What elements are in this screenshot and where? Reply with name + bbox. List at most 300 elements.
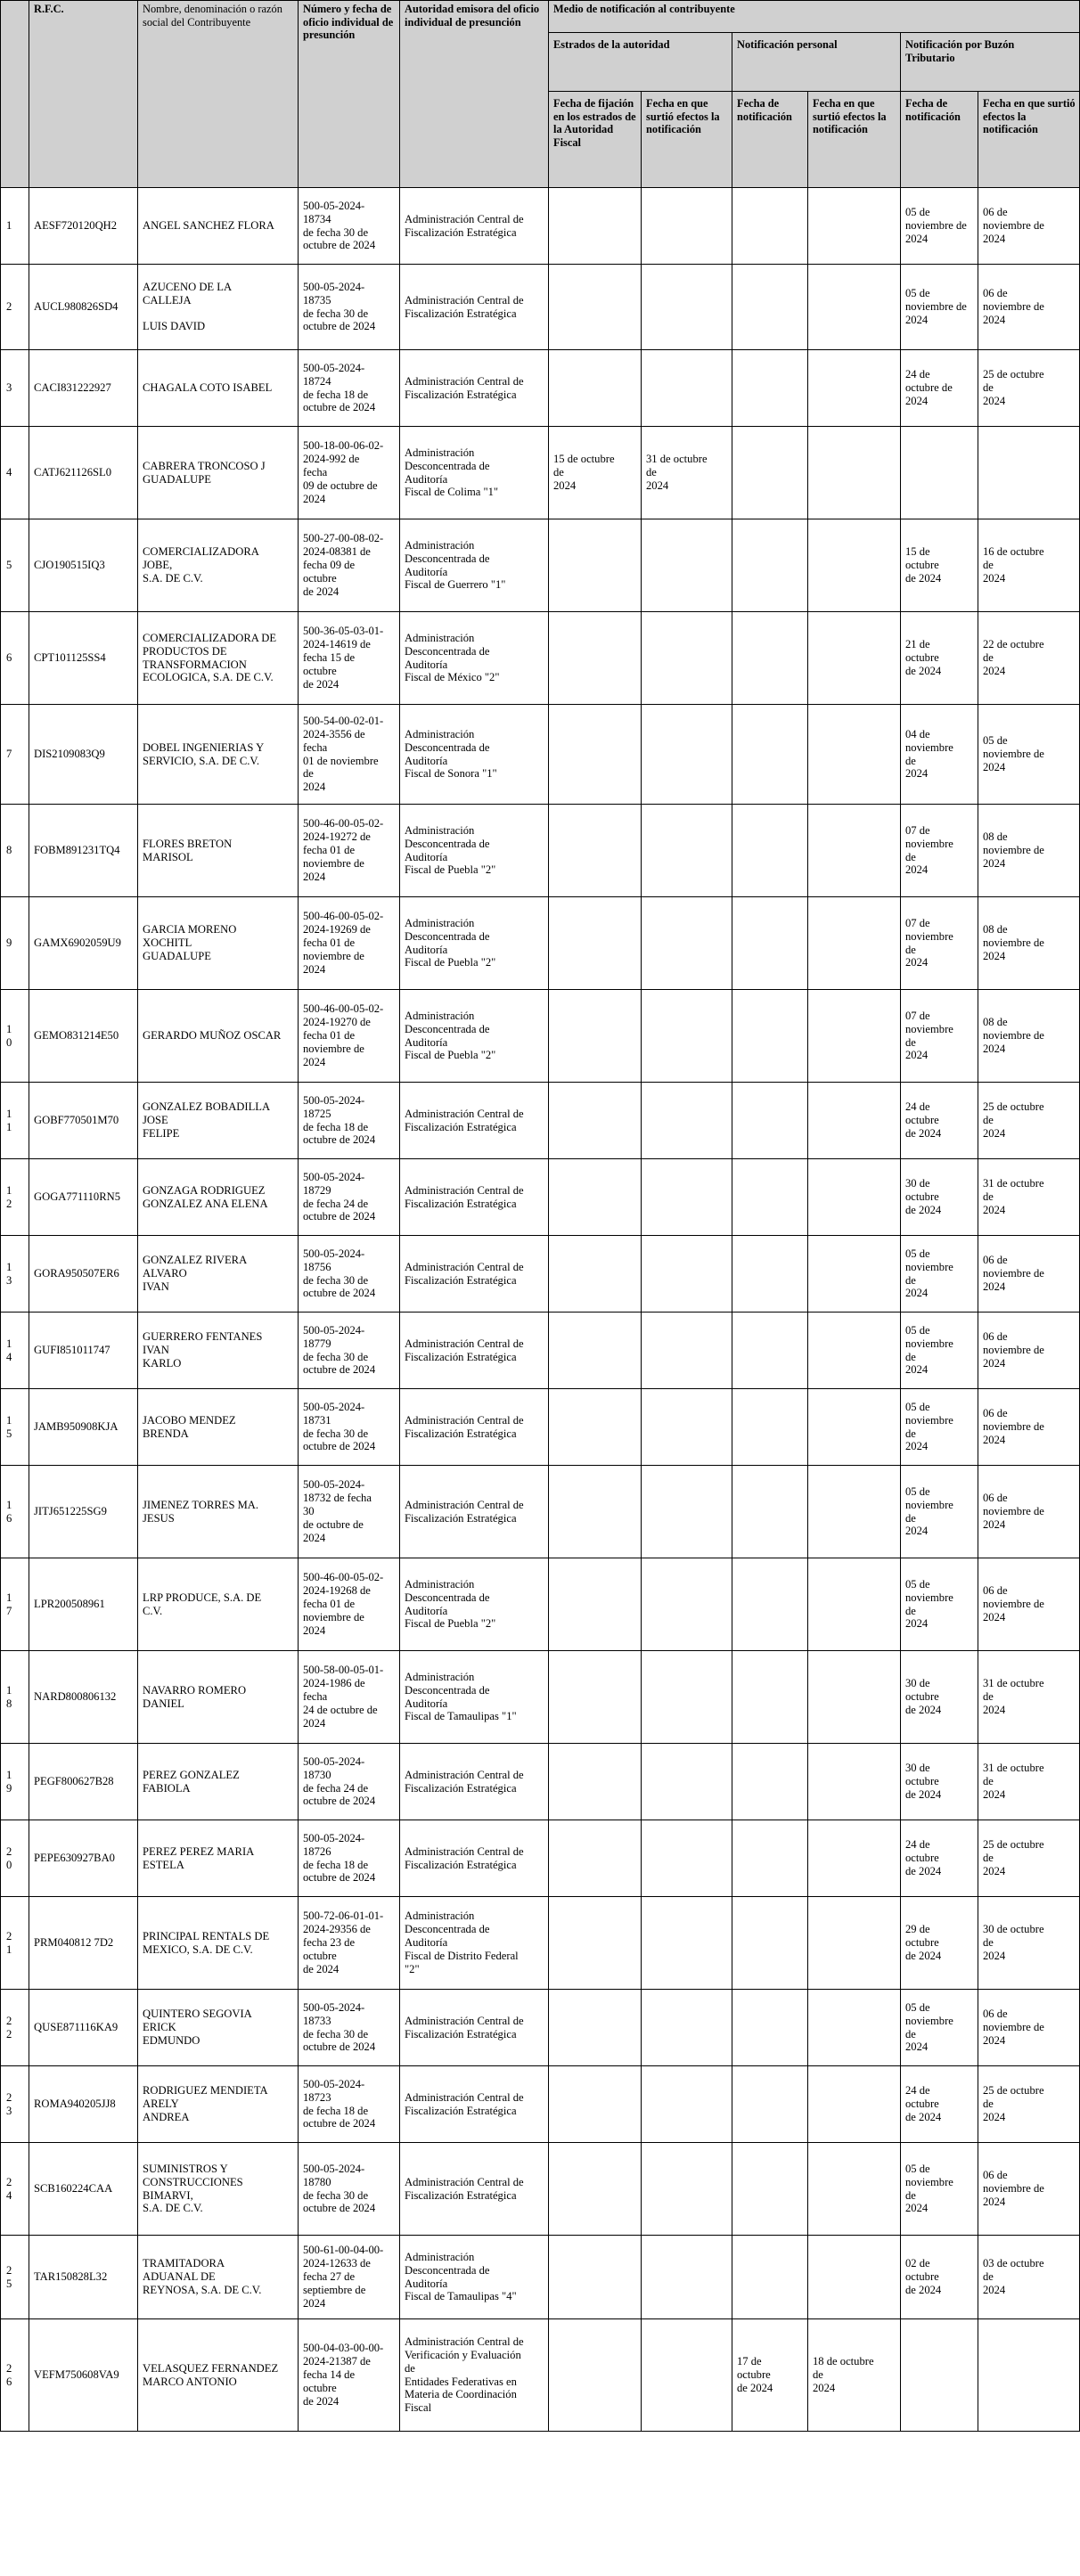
cell-autoridad: Administración Desconcentrada de Auditoría Fiscal de Puebla "2" xyxy=(400,990,549,1083)
cell-personal-fecha-notificacion xyxy=(732,188,808,265)
cell-autoridad: Administración Desconcentrada de Auditoría Fiscal de Tamaulipas "4" xyxy=(400,2236,549,2319)
cell-buzon-fecha-efectos: 06 de noviembre de 2024 xyxy=(978,1558,1080,1651)
cell-rfc: CPT101125SS4 xyxy=(29,612,138,705)
cell-personal-fecha-notificacion xyxy=(732,2066,808,2143)
row-number: 2 4 xyxy=(1,2143,29,2236)
cell-buzon-fecha-notificacion: 05 de noviembre de 2024 xyxy=(901,1466,978,1558)
cell-nombre: COMERCIALIZADORA DE PRODUCTOS DE TRANSFORMACION ECOLOGICA, S.A. DE C.V. xyxy=(138,612,299,705)
cell-buzon-fecha-notificacion: 24 de octubre de 2024 xyxy=(901,1083,978,1159)
cell-personal-fecha-notificacion xyxy=(732,1159,808,1236)
header-personal-fecha-notificacion: Fecha de notificación xyxy=(732,92,808,188)
cell-estrados-fecha-fijacion xyxy=(549,350,642,427)
cell-autoridad: Administración Central de Fiscalización Estratégica xyxy=(400,1744,549,1820)
cell-personal-fecha-notificacion xyxy=(732,1820,808,1897)
cell-personal-fecha-efectos xyxy=(808,1651,901,1744)
cell-buzon-fecha-notificacion: 02 de octubre de 2024 xyxy=(901,2236,978,2319)
cell-rfc: AUCL980826SD4 xyxy=(29,265,138,350)
cell-oficio: 500-05-2024- 18756 de fecha 30 de octubre de 2024 xyxy=(299,1236,400,1313)
cell-estrados-fecha-efectos xyxy=(642,1897,732,1990)
cell-buzon-fecha-efectos: 08 de noviembre de 2024 xyxy=(978,990,1080,1083)
cell-rfc: TAR150828L32 xyxy=(29,2236,138,2319)
cell-estrados-fecha-fijacion xyxy=(549,1744,642,1820)
cell-estrados-fecha-fijacion xyxy=(549,1820,642,1897)
cell-rfc: GOBF770501M70 xyxy=(29,1083,138,1159)
cell-buzon-fecha-notificacion: 04 de noviembre de 2024 xyxy=(901,705,978,805)
table-row xyxy=(1,188,1080,265)
cell-personal-fecha-efectos xyxy=(808,519,901,612)
cell-buzon-fecha-efectos: 06 de noviembre de 2024 xyxy=(978,1236,1080,1313)
row-number: 6 xyxy=(1,612,29,705)
header-personal-fecha-efectos: Fecha en que surtió efectos la notificación xyxy=(808,92,901,188)
cell-estrados-fecha-efectos xyxy=(642,1236,732,1313)
header-estrados-fecha-efectos: Fecha en que surtió efectos la notificación xyxy=(642,92,732,188)
cell-personal-fecha-notificacion xyxy=(732,1558,808,1651)
cell-rfc: QUSE871116KA9 xyxy=(29,1990,138,2066)
cell-autoridad: Administración Desconcentrada de Auditoría Fiscal de Tamaulipas "1" xyxy=(400,1651,549,1744)
cell-buzon-fecha-efectos: 25 de octubre de 2024 xyxy=(978,1083,1080,1159)
cell-oficio: 500-05-2024- 18723 de fecha 18 de octubre de 2024 xyxy=(299,2066,400,2143)
cell-nombre: GARCIA MORENO XOCHITL GUADALUPE xyxy=(138,897,299,990)
cell-personal-fecha-efectos xyxy=(808,1744,901,1820)
row-number: 1 7 xyxy=(1,1558,29,1651)
cell-nombre: GUERRERO FENTANES IVAN KARLO xyxy=(138,1313,299,1389)
cell-estrados-fecha-fijacion xyxy=(549,2143,642,2236)
table-row xyxy=(1,1313,1080,1389)
cell-rfc: ROMA940205JJ8 xyxy=(29,2066,138,2143)
cell-personal-fecha-efectos xyxy=(808,1083,901,1159)
cell-oficio: 500-05-2024- 18731 de fecha 30 de octubre de 2024 xyxy=(299,1389,400,1466)
cell-buzon-fecha-efectos: 06 de noviembre de 2024 xyxy=(978,1990,1080,2066)
cell-rfc: CACI831222927 xyxy=(29,350,138,427)
cell-rfc: LPR200508961 xyxy=(29,1558,138,1651)
cell-buzon-fecha-efectos: 06 de noviembre de 2024 xyxy=(978,1466,1080,1558)
table-row xyxy=(1,519,1080,612)
table-row xyxy=(1,1990,1080,2066)
cell-autoridad: Administración Central de Fiscalización Estratégica xyxy=(400,2143,549,2236)
cell-estrados-fecha-fijacion xyxy=(549,1159,642,1236)
cell-buzon-fecha-efectos: 06 de noviembre de 2024 xyxy=(978,1313,1080,1389)
cell-oficio: 500-72-06-01-01- 2024-29356 de fecha 23 de octubre de 2024 xyxy=(299,1897,400,1990)
cell-estrados-fecha-efectos xyxy=(642,1744,732,1820)
cell-rfc: SCB160224CAA xyxy=(29,2143,138,2236)
table-row xyxy=(1,1389,1080,1466)
cell-buzon-fecha-notificacion xyxy=(901,2319,978,2432)
cell-buzon-fecha-notificacion: 24 de octubre de 2024 xyxy=(901,1820,978,1897)
cell-autoridad: Administración Central de Fiscalización Estratégica xyxy=(400,1466,549,1558)
table-row xyxy=(1,1558,1080,1651)
cell-estrados-fecha-fijacion xyxy=(549,1313,642,1389)
cell-estrados-fecha-efectos xyxy=(642,990,732,1083)
cell-rfc: NARD800806132 xyxy=(29,1651,138,1744)
cell-oficio: 500-27-00-08-02- 2024-08381 de fecha 09 de octubre de 2024 xyxy=(299,519,400,612)
cell-estrados-fecha-fijacion xyxy=(549,2236,642,2319)
cell-oficio: 500-05-2024- 18733 de fecha 30 de octubre de 2024 xyxy=(299,1990,400,2066)
cell-estrados-fecha-fijacion xyxy=(549,805,642,897)
cell-personal-fecha-notificacion xyxy=(732,2236,808,2319)
row-number: 2 6 xyxy=(1,2319,29,2432)
cell-buzon-fecha-notificacion: 05 de noviembre de 2024 xyxy=(901,1558,978,1651)
table-row xyxy=(1,1744,1080,1820)
cell-oficio: 500-61-00-04-00- 2024-12633 de fecha 27 de septiembre de 2024 xyxy=(299,2236,400,2319)
cell-buzon-fecha-notificacion: 05 de noviembre de 2024 xyxy=(901,265,978,350)
cell-oficio: 500-46-00-05-02- 2024-19269 de fecha 01 de noviembre de 2024 xyxy=(299,897,400,990)
table-row xyxy=(1,897,1080,990)
cell-buzon-fecha-efectos xyxy=(978,427,1080,519)
cell-buzon-fecha-efectos: 31 de octubre de 2024 xyxy=(978,1159,1080,1236)
table-row xyxy=(1,1466,1080,1558)
cell-estrados-fecha-efectos xyxy=(642,2319,732,2432)
cell-personal-fecha-efectos xyxy=(808,897,901,990)
cell-personal-fecha-notificacion xyxy=(732,519,808,612)
cell-estrados-fecha-efectos xyxy=(642,519,732,612)
cell-autoridad: Administración Desconcentrada de Auditoría Fiscal de Puebla "2" xyxy=(400,1558,549,1651)
cell-personal-fecha-efectos xyxy=(808,2143,901,2236)
cell-autoridad: Administración Central de Fiscalización Estratégica xyxy=(400,1083,549,1159)
table-row xyxy=(1,427,1080,519)
cell-autoridad: Administración Central de Fiscalización Estratégica xyxy=(400,1990,549,2066)
cell-nombre: TRAMITADORA ADUANAL DE REYNOSA, S.A. DE C.V. xyxy=(138,2236,299,2319)
cell-buzon-fecha-notificacion: 30 de octubre de 2024 xyxy=(901,1651,978,1744)
cell-estrados-fecha-fijacion xyxy=(549,519,642,612)
row-number: 2 5 xyxy=(1,2236,29,2319)
cell-personal-fecha-notificacion xyxy=(732,2143,808,2236)
cell-personal-fecha-notificacion xyxy=(732,705,808,805)
table-row xyxy=(1,1159,1080,1236)
row-number: 1 9 xyxy=(1,1744,29,1820)
cell-oficio: 500-36-05-03-01- 2024-14619 de fecha 15 de octubre de 2024 xyxy=(299,612,400,705)
cell-nombre: GONZALEZ RIVERA ALVARO IVAN xyxy=(138,1236,299,1313)
row-number: 1 6 xyxy=(1,1466,29,1558)
cell-nombre: DOBEL INGENIERIAS Y SERVICIO, S.A. DE C.V. xyxy=(138,705,299,805)
cell-rfc: PEGF800627B28 xyxy=(29,1744,138,1820)
table-row xyxy=(1,2143,1080,2236)
cell-estrados-fecha-fijacion xyxy=(549,897,642,990)
header-autoridad: Autoridad emisora del oficio individual de presunción xyxy=(400,1,549,188)
header-index xyxy=(1,1,29,188)
cell-estrados-fecha-efectos xyxy=(642,1558,732,1651)
cell-buzon-fecha-notificacion: 30 de octubre de 2024 xyxy=(901,1159,978,1236)
cell-estrados-fecha-efectos xyxy=(642,1159,732,1236)
cell-estrados-fecha-efectos xyxy=(642,897,732,990)
cell-personal-fecha-notificacion xyxy=(732,1990,808,2066)
cell-personal-fecha-efectos xyxy=(808,1990,901,2066)
cell-nombre: NAVARRO ROMERO DANIEL xyxy=(138,1651,299,1744)
cell-autoridad: Administración Desconcentrada de Auditoría Fiscal de Puebla "2" xyxy=(400,805,549,897)
cell-rfc: JITJ651225SG9 xyxy=(29,1466,138,1558)
cell-personal-fecha-notificacion xyxy=(732,427,808,519)
cell-personal-fecha-notificacion xyxy=(732,1236,808,1313)
row-number: 1 0 xyxy=(1,990,29,1083)
row-number: 4 xyxy=(1,427,29,519)
header-buzon: Notificación por Buzón Tributario xyxy=(901,33,1080,92)
cell-buzon-fecha-efectos: 30 de octubre de 2024 xyxy=(978,1897,1080,1990)
cell-personal-fecha-notificacion xyxy=(732,612,808,705)
cell-autoridad: Administración Desconcentrada de Auditoría Fiscal de Puebla "2" xyxy=(400,897,549,990)
cell-personal-fecha-notificacion xyxy=(732,265,808,350)
cell-rfc: PRM040812 7D2 xyxy=(29,1897,138,1990)
cell-autoridad: Administración Central de Fiscalización Estratégica xyxy=(400,188,549,265)
cell-buzon-fecha-efectos: 08 de noviembre de 2024 xyxy=(978,897,1080,990)
cell-personal-fecha-notificacion xyxy=(732,990,808,1083)
cell-estrados-fecha-fijacion xyxy=(549,2319,642,2432)
cell-estrados-fecha-efectos xyxy=(642,1389,732,1466)
cell-nombre: PRINCIPAL RENTALS DE MEXICO, S.A. DE C.V. xyxy=(138,1897,299,1990)
row-number: 1 3 xyxy=(1,1236,29,1313)
cell-estrados-fecha-fijacion xyxy=(549,1558,642,1651)
cell-estrados-fecha-efectos: 31 de octubre de 2024 xyxy=(642,427,732,519)
cell-nombre: AZUCENO DE LA CALLEJA LUIS DAVID xyxy=(138,265,299,350)
cell-personal-fecha-efectos xyxy=(808,265,901,350)
cell-personal-fecha-efectos xyxy=(808,1466,901,1558)
cell-oficio: 500-58-00-05-01- 2024-1986 de fecha 24 de octubre de 2024 xyxy=(299,1651,400,1744)
cell-buzon-fecha-efectos: 31 de octubre de 2024 xyxy=(978,1744,1080,1820)
header-buzon-fecha-efectos: Fecha en que surtió efectos la notificación xyxy=(978,92,1080,188)
cell-personal-fecha-notificacion xyxy=(732,350,808,427)
cell-estrados-fecha-efectos xyxy=(642,1466,732,1558)
cell-nombre: LRP PRODUCE, S.A. DE C.V. xyxy=(138,1558,299,1651)
cell-buzon-fecha-notificacion: 24 de octubre de 2024 xyxy=(901,2066,978,2143)
cell-personal-fecha-notificacion xyxy=(732,1897,808,1990)
row-number: 9 xyxy=(1,897,29,990)
cell-personal-fecha-efectos xyxy=(808,1820,901,1897)
cell-personal-fecha-notificacion xyxy=(732,1389,808,1466)
cell-autoridad: Administración Central de Fiscalización Estratégica xyxy=(400,1159,549,1236)
cell-buzon-fecha-notificacion: 05 de noviembre de 2024 xyxy=(901,1990,978,2066)
cell-nombre: VELASQUEZ FERNANDEZ MARCO ANTONIO xyxy=(138,2319,299,2432)
cell-estrados-fecha-efectos xyxy=(642,805,732,897)
cell-buzon-fecha-efectos: 25 de octubre de 2024 xyxy=(978,350,1080,427)
cell-estrados-fecha-fijacion xyxy=(549,265,642,350)
cell-oficio: 500-05-2024- 18729 de fecha 24 de octubre de 2024 xyxy=(299,1159,400,1236)
cell-nombre: JACOBO MENDEZ BRENDA xyxy=(138,1389,299,1466)
table-row xyxy=(1,612,1080,705)
cell-estrados-fecha-efectos xyxy=(642,350,732,427)
row-number: 7 xyxy=(1,705,29,805)
table-row xyxy=(1,2066,1080,2143)
cell-estrados-fecha-fijacion xyxy=(549,1897,642,1990)
cell-buzon-fecha-notificacion: 05 de noviembre de 2024 xyxy=(901,2143,978,2236)
cell-personal-fecha-efectos xyxy=(808,188,901,265)
table-row xyxy=(1,350,1080,427)
cell-autoridad: Administración Desconcentrada de Auditoría Fiscal de Colima "1" xyxy=(400,427,549,519)
cell-oficio: 500-05-2024- 18725 de fecha 18 de octubre de 2024 xyxy=(299,1083,400,1159)
cell-estrados-fecha-efectos xyxy=(642,2066,732,2143)
cell-nombre: GONZALEZ BOBADILLA JOSE FELIPE xyxy=(138,1083,299,1159)
cell-personal-fecha-efectos xyxy=(808,1558,901,1651)
cell-nombre: PEREZ GONZALEZ FABIOLA xyxy=(138,1744,299,1820)
cell-estrados-fecha-efectos xyxy=(642,1820,732,1897)
cell-oficio: 500-05-2024- 18730 de fecha 24 de octubre de 2024 xyxy=(299,1744,400,1820)
cell-autoridad: Administración Central de Fiscalización Estratégica xyxy=(400,1313,549,1389)
cell-nombre: GONZAGA RODRIGUEZ GONZALEZ ANA ELENA xyxy=(138,1159,299,1236)
header-oficio: Número y fecha de oficio individual de presunción xyxy=(299,1,400,188)
cell-buzon-fecha-notificacion: 05 de noviembre de 2024 xyxy=(901,1313,978,1389)
cell-buzon-fecha-efectos xyxy=(978,2319,1080,2432)
cell-buzon-fecha-notificacion: 05 de noviembre de 2024 xyxy=(901,188,978,265)
cell-oficio: 500-05-2024- 18780 de fecha 30 de octubre de 2024 xyxy=(299,2143,400,2236)
cell-personal-fecha-efectos xyxy=(808,705,901,805)
cell-personal-fecha-efectos xyxy=(808,612,901,705)
cell-estrados-fecha-efectos xyxy=(642,2236,732,2319)
cell-autoridad: Administración Desconcentrada de Auditoría Fiscal de Distrito Federal "2" xyxy=(400,1897,549,1990)
cell-nombre: ANGEL SANCHEZ FLORA xyxy=(138,188,299,265)
cell-rfc: AESF720120QH2 xyxy=(29,188,138,265)
cell-rfc: CATJ621126SL0 xyxy=(29,427,138,519)
cell-estrados-fecha-fijacion: 15 de octubre de 2024 xyxy=(549,427,642,519)
cell-personal-fecha-notificacion xyxy=(732,1466,808,1558)
cell-buzon-fecha-efectos: 06 de noviembre de 2024 xyxy=(978,1389,1080,1466)
cell-oficio: 500-54-00-02-01- 2024-3556 de fecha 01 de noviembre de 2024 xyxy=(299,705,400,805)
row-number: 1 4 xyxy=(1,1313,29,1389)
cell-autoridad: Administración Central de Fiscalización Estratégica xyxy=(400,265,549,350)
cell-nombre: GERARDO MUÑOZ OSCAR xyxy=(138,990,299,1083)
cell-estrados-fecha-fijacion xyxy=(549,2066,642,2143)
table-row xyxy=(1,990,1080,1083)
table-row xyxy=(1,805,1080,897)
cell-oficio: 500-05-2024- 18726 de fecha 18 de octubre de 2024 xyxy=(299,1820,400,1897)
cell-personal-fecha-efectos xyxy=(808,1897,901,1990)
cell-buzon-fecha-notificacion: 07 de noviembre de 2024 xyxy=(901,990,978,1083)
cell-personal-fecha-notificacion: 17 de octubre de 2024 xyxy=(732,2319,808,2432)
cell-estrados-fecha-efectos xyxy=(642,1313,732,1389)
cell-rfc: GORA950507ER6 xyxy=(29,1236,138,1313)
cell-rfc: GUFI851011747 xyxy=(29,1313,138,1389)
cell-personal-fecha-notificacion xyxy=(732,1313,808,1389)
cell-oficio: 500-05-2024- 18724 de fecha 18 de octubre de 2024 xyxy=(299,350,400,427)
cell-rfc: PEPE630927BA0 xyxy=(29,1820,138,1897)
row-number: 3 xyxy=(1,350,29,427)
cell-estrados-fecha-fijacion xyxy=(549,612,642,705)
cell-buzon-fecha-notificacion: 07 de noviembre de 2024 xyxy=(901,897,978,990)
cell-buzon-fecha-notificacion: 07 de noviembre de 2024 xyxy=(901,805,978,897)
cell-rfc: GEMO831214E50 xyxy=(29,990,138,1083)
cell-autoridad: Administración Central de Fiscalización Estratégica xyxy=(400,1236,549,1313)
cell-rfc: JAMB950908KJA xyxy=(29,1389,138,1466)
cell-estrados-fecha-fijacion xyxy=(549,1651,642,1744)
table-header xyxy=(1,1,1080,188)
cell-nombre: COMERCIALIZADORA JOBE, S.A. DE C.V. xyxy=(138,519,299,612)
cell-nombre: CABRERA TRONCOSO J GUADALUPE xyxy=(138,427,299,519)
cell-rfc: CJO190515IQ3 xyxy=(29,519,138,612)
cell-buzon-fecha-notificacion: 24 de octubre de 2024 xyxy=(901,350,978,427)
cell-estrados-fecha-fijacion xyxy=(549,1083,642,1159)
cell-estrados-fecha-fijacion xyxy=(549,705,642,805)
cell-nombre: RODRIGUEZ MENDIETA ARELY ANDREA xyxy=(138,2066,299,2143)
cell-personal-fecha-efectos xyxy=(808,1159,901,1236)
cell-buzon-fecha-efectos: 25 de octubre de 2024 xyxy=(978,1820,1080,1897)
cell-personal-fecha-efectos xyxy=(808,805,901,897)
cell-oficio: 500-18-00-06-02- 2024-992 de fecha 09 de octubre de 2024 xyxy=(299,427,400,519)
cell-estrados-fecha-efectos xyxy=(642,612,732,705)
cell-personal-fecha-efectos xyxy=(808,1313,901,1389)
cell-oficio: 500-05-2024- 18779 de fecha 30 de octubre de 2024 xyxy=(299,1313,400,1389)
row-number: 2 1 xyxy=(1,1897,29,1990)
table-row xyxy=(1,1820,1080,1897)
cell-nombre: PEREZ PEREZ MARIA ESTELA xyxy=(138,1820,299,1897)
table-row xyxy=(1,705,1080,805)
cell-estrados-fecha-efectos xyxy=(642,2143,732,2236)
row-number: 1 xyxy=(1,188,29,265)
cell-rfc: FOBM891231TQ4 xyxy=(29,805,138,897)
cell-oficio: 500-46-00-05-02- 2024-19272 de fecha 01 de noviembre de 2024 xyxy=(299,805,400,897)
cell-estrados-fecha-fijacion xyxy=(549,1389,642,1466)
cell-personal-fecha-notificacion xyxy=(732,897,808,990)
cell-autoridad: Administración Central de Fiscalización Estratégica xyxy=(400,1820,549,1897)
cell-buzon-fecha-notificacion: 30 de octubre de 2024 xyxy=(901,1744,978,1820)
cell-rfc: GOGA771110RN5 xyxy=(29,1159,138,1236)
cell-buzon-fecha-efectos: 31 de octubre de 2024 xyxy=(978,1651,1080,1744)
cell-estrados-fecha-fijacion xyxy=(549,1236,642,1313)
cell-autoridad: Administración Central de Verificación y Evaluación de Entidades Federativas en Materia de Coordinación Fiscal xyxy=(400,2319,549,2432)
table-body xyxy=(1,188,1080,2432)
cell-estrados-fecha-efectos xyxy=(642,705,732,805)
cell-estrados-fecha-fijacion xyxy=(549,1990,642,2066)
cell-nombre: QUINTERO SEGOVIA ERICK EDMUNDO xyxy=(138,1990,299,2066)
cell-buzon-fecha-efectos: 06 de noviembre de 2024 xyxy=(978,265,1080,350)
cell-buzon-fecha-efectos: 08 de noviembre de 2024 xyxy=(978,805,1080,897)
row-number: 2 xyxy=(1,265,29,350)
header-personal: Notificación personal xyxy=(732,33,901,92)
cell-nombre: SUMINISTROS Y CONSTRUCCIONES BIMARVI, S.A. DE C.V. xyxy=(138,2143,299,2236)
cell-buzon-fecha-efectos: 05 de noviembre de 2024 xyxy=(978,705,1080,805)
cell-buzon-fecha-notificacion: 05 de noviembre de 2024 xyxy=(901,1236,978,1313)
cell-autoridad: Administración Desconcentrada de Auditoría Fiscal de Sonora "1" xyxy=(400,705,549,805)
cell-buzon-fecha-notificacion: 05 de noviembre de 2024 xyxy=(901,1389,978,1466)
row-number: 1 2 xyxy=(1,1159,29,1236)
row-number: 1 5 xyxy=(1,1389,29,1466)
row-number: 2 3 xyxy=(1,2066,29,2143)
cell-buzon-fecha-efectos: 22 de octubre de 2024 xyxy=(978,612,1080,705)
cell-oficio: 500-05-2024- 18732 de fecha 30 de octubre de 2024 xyxy=(299,1466,400,1558)
cell-oficio: 500-46-00-05-02- 2024-19268 de fecha 01 de noviembre de 2024 xyxy=(299,1558,400,1651)
cell-oficio: 500-04-03-00-00- 2024-21387 de fecha 14 de octubre de 2024 xyxy=(299,2319,400,2432)
cell-oficio: 500-46-00-05-02- 2024-19270 de fecha 01 de noviembre de 2024 xyxy=(299,990,400,1083)
cell-autoridad: Administración Desconcentrada de Auditoría Fiscal de Guerrero "1" xyxy=(400,519,549,612)
cell-nombre: FLORES BRETON MARISOL xyxy=(138,805,299,897)
cell-estrados-fecha-efectos xyxy=(642,188,732,265)
cell-estrados-fecha-efectos xyxy=(642,1651,732,1744)
table-row xyxy=(1,1651,1080,1744)
cell-buzon-fecha-efectos: 16 de octubre de 2024 xyxy=(978,519,1080,612)
cell-autoridad: Administración Central de Fiscalización Estratégica xyxy=(400,2066,549,2143)
table-row xyxy=(1,2319,1080,2432)
table-row xyxy=(1,265,1080,350)
cell-autoridad: Administración Central de Fiscalización Estratégica xyxy=(400,1389,549,1466)
header-buzon-fecha-notificacion: Fecha de notificación xyxy=(901,92,978,188)
cell-rfc: DIS2109083Q9 xyxy=(29,705,138,805)
cell-personal-fecha-notificacion xyxy=(732,805,808,897)
cell-buzon-fecha-efectos: 06 de noviembre de 2024 xyxy=(978,2143,1080,2236)
cell-estrados-fecha-efectos xyxy=(642,1083,732,1159)
cell-personal-fecha-efectos xyxy=(808,990,901,1083)
row-number: 8 xyxy=(1,805,29,897)
cell-personal-fecha-efectos xyxy=(808,2066,901,2143)
cell-oficio: 500-05-2024- 18735 de fecha 30 de octubre de 2024 xyxy=(299,265,400,350)
cell-rfc: GAMX6902059U9 xyxy=(29,897,138,990)
cell-nombre: CHAGALA COTO ISABEL xyxy=(138,350,299,427)
row-number: 2 0 xyxy=(1,1820,29,1897)
header-rfc: R.F.C. xyxy=(29,1,138,188)
cell-autoridad: Administración Desconcentrada de Auditoría Fiscal de México "2" xyxy=(400,612,549,705)
cell-oficio: 500-05-2024- 18734 de fecha 30 de octubre de 2024 xyxy=(299,188,400,265)
cell-estrados-fecha-efectos xyxy=(642,265,732,350)
cell-personal-fecha-efectos xyxy=(808,2236,901,2319)
header-nombre: Nombre, denominación o razón social del Contribuyente xyxy=(138,1,299,188)
cell-personal-fecha-notificacion xyxy=(732,1651,808,1744)
header-estrados-fecha-fijacion: Fecha de fijación en los estrados de la Autoridad Fiscal xyxy=(549,92,642,188)
cell-estrados-fecha-efectos xyxy=(642,1990,732,2066)
cell-buzon-fecha-notificacion xyxy=(901,427,978,519)
